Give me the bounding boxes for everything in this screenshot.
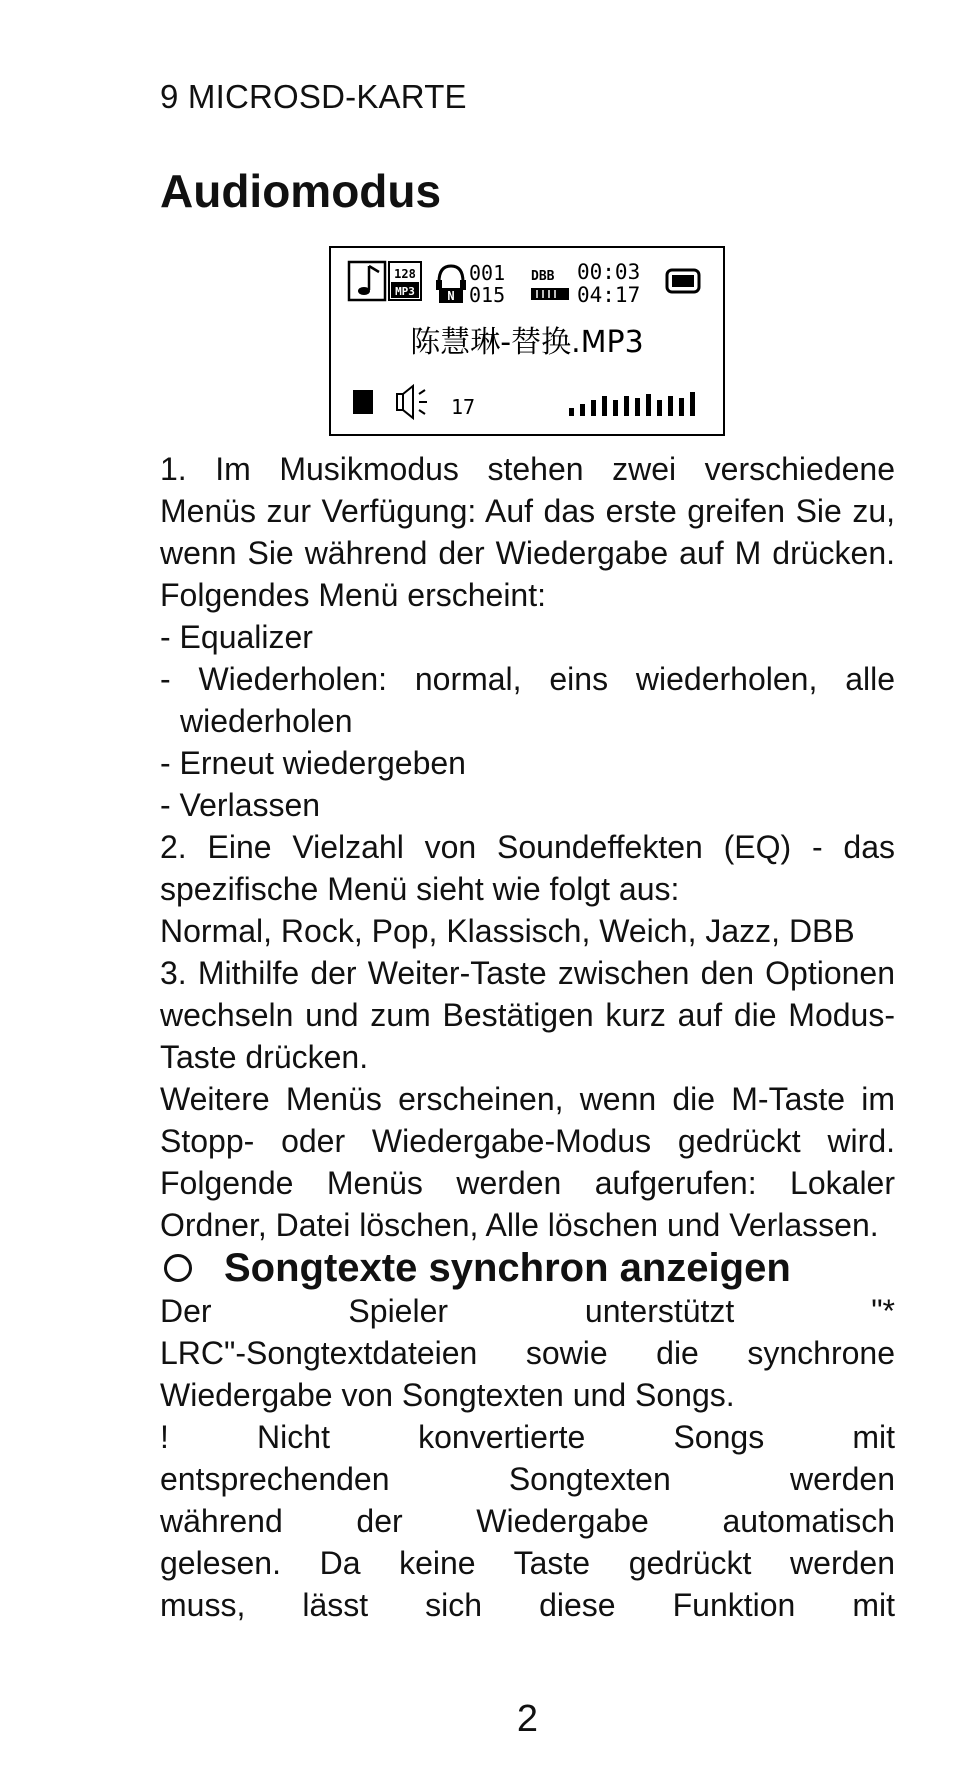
track-total: 015 — [469, 283, 506, 307]
section-heading — [160, 1246, 895, 1290]
spectrum-bar — [657, 400, 662, 416]
time-elapsed: 00:03 — [577, 260, 641, 284]
section-heading-text: Songtexte synchron anzeigen — [224, 1246, 791, 1290]
spectrum-bar — [569, 408, 574, 416]
paragraph-menus-intro: 1. Im Musikmodus stehen zwei verschiedene Menüs zur Verfügung: Auf das erste greifen Sie zu, wenn Sie während der Wiedergabe auf M drücken. Folgendes Menü erscheint: — [160, 451, 895, 613]
list-item-exit: - Verlassen — [160, 787, 321, 823]
spectrum-bar — [679, 398, 684, 416]
paragraph-note-line3: während der Wiedergabe automatisch — [160, 1503, 895, 1539]
paragraph-note-line1: ! Nicht konvertierte Songs mit — [160, 1419, 895, 1455]
page-number: 2 — [516, 1698, 539, 1740]
stop-icon — [353, 390, 373, 414]
list-item-replay: - Erneut wiedergeben — [160, 745, 466, 781]
eq-label: DBB — [531, 269, 555, 284]
volume-value: 17 — [451, 395, 476, 419]
song-title: 陈慧琳-替换.MP3 — [410, 325, 644, 360]
paragraph-eq-intro: 2. Eine Vielzahl von Soundeffekten (EQ) - das spezifische Menü sieht wie folgt aus: — [160, 829, 895, 907]
time-total: 04:17 — [577, 283, 641, 307]
spectrum-bar — [613, 400, 618, 416]
list-item-repeat-continued: wiederholen — [180, 703, 353, 739]
mode-badge: N — [447, 289, 455, 303]
list-item-repeat: - Wiederholen: normal, eins wiederholen, alle — [160, 661, 895, 697]
paragraph-eq-list: Normal, Rock, Pop, Klassisch, Weich, Jazz, DBB — [160, 913, 855, 949]
speaker-icon — [397, 386, 427, 418]
spectrum-bar — [668, 396, 673, 416]
paragraph-lrc-rest: LRC"-Songtextdateien sowie die synchrone Wiedergabe von Songtexten und Songs. — [160, 1335, 895, 1413]
spectrum-bar — [602, 396, 607, 416]
music-note-icon — [349, 262, 385, 300]
body-text — [160, 448, 895, 1626]
spectrum-bar — [591, 400, 596, 416]
paragraph-navigation: 3. Mithilfe der Weiter-Taste zwischen den Optionen wechseln und zum Bestätigen kurz auf die Modus-Taste drücken. — [160, 955, 895, 1075]
bitrate-label: 128 — [394, 267, 416, 281]
circle-bullet-icon — [164, 1254, 192, 1282]
player-display-illustration — [329, 246, 725, 436]
spectrum-bar — [646, 394, 651, 416]
format-label: MP3 — [395, 285, 415, 298]
list-item-equalizer: - Equalizer — [160, 619, 313, 655]
spectrum-bar — [580, 404, 585, 416]
paragraph-lrc-line1: Der Spieler unterstützt "* — [160, 1293, 895, 1329]
eq-level-bar — [531, 288, 569, 300]
battery-icon — [667, 270, 699, 292]
chapter-header: 9 MICROSD-KARTE — [160, 78, 467, 115]
spectrum-bar — [635, 398, 640, 416]
format-badge — [389, 262, 421, 300]
paragraph-note-line4: gelesen. Da keine Taste gedrückt werden — [160, 1545, 895, 1581]
spectrum-bar — [690, 392, 695, 416]
track-current: 001 — [469, 261, 506, 285]
spectrum-icon — [569, 392, 695, 416]
paragraph-more-menus: Weitere Menüs erscheinen, wenn die M-Taste im Stopp- oder Wiedergabe-Modus gedrückt wird. Folgende Menüs werden aufgerufen: Lokaler Ordner, Datei löschen, Alle löschen und Verlassen. — [160, 1081, 895, 1243]
paragraph-note-line5: muss, lässt sich diese Funktion mit — [160, 1587, 895, 1623]
page-title: Audiomodus — [160, 165, 442, 217]
spectrum-bar — [624, 396, 629, 416]
paragraph-note-line2: entsprechenden Songtexten werden — [160, 1461, 895, 1497]
headphones-icon — [436, 266, 466, 303]
